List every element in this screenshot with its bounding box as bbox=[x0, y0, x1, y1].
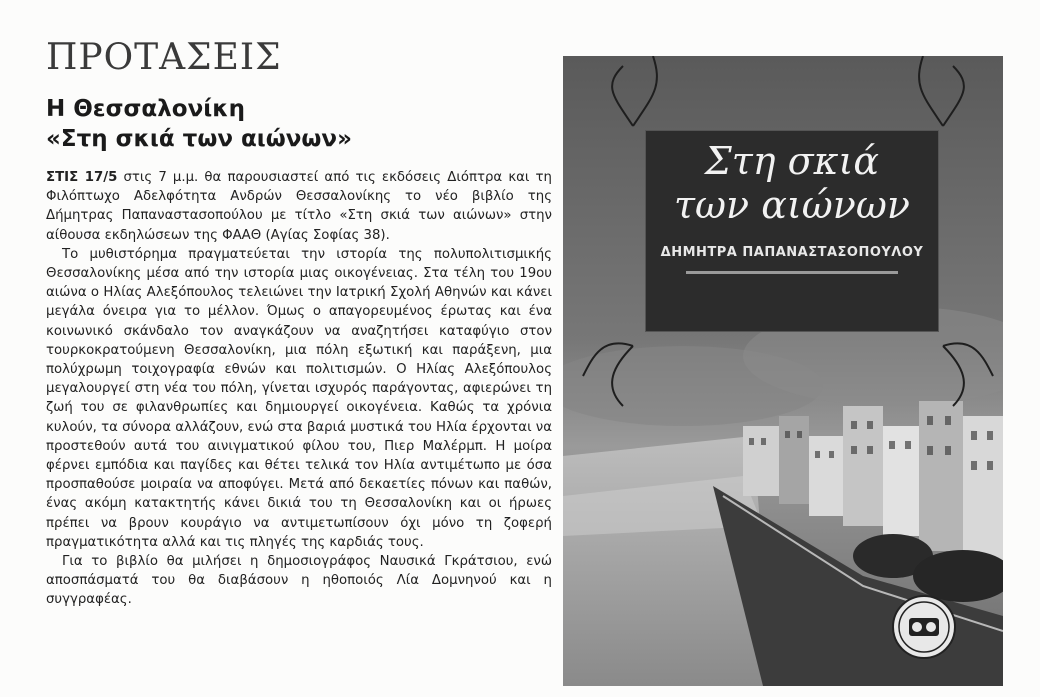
article-paragraph-1-text: στις 7 μ.μ. θα παρουσιαστεί από τις εκδόσεις Διόπτρα και τη Φιλόπτωχο Αδελφότητα Ανδρών Θεσσαλονίκης το νέο βιβλίο της Δήμητρας Παπαναστασοπούλου με τίτλο «Στη σκιά των αιώνων» στην αίθουσα εκδηλώσεων της ΦΑΑΘ (Αγίας Σοφίας 38). bbox=[46, 170, 552, 243]
book-cover-image bbox=[563, 56, 1003, 686]
cover-author: ΔΗΜΗΤΡΑ ΠΑΠΑΝΑΣΤΑΣΟΠΟΥΛΟΥ bbox=[660, 245, 924, 260]
article-paragraph-3: Για το βιβλίο θα μιλήσει η δημοσιογράφος Ναυσικά Γκράτσιου, ενώ αποσπάσματά του θα διαβάσουν η ηθοποιός Λία Δομνηνού και η συγγραφέας. bbox=[46, 554, 552, 608]
article-lead: ΣΤΙΣ 17/5 bbox=[46, 170, 118, 185]
cover-title-panel bbox=[645, 130, 939, 332]
article-headline bbox=[46, 94, 352, 154]
publisher-logo-icon bbox=[891, 594, 957, 660]
cover-title-line-2: των αιώνων bbox=[674, 183, 910, 227]
cover-subline bbox=[686, 271, 898, 274]
article-paragraph-1 bbox=[46, 168, 552, 245]
headline-line-2: «Στη σκιά των αιώνων» bbox=[46, 126, 352, 152]
cover-title bbox=[646, 139, 938, 227]
article-paragraph-2: Το μυθιστόρημα πραγματεύεται την ιστορία της πολυπολιτισμικής Θεσσαλονίκης μέσα από την ιστορία μιας οικογένειας. Στα τέλη του 19ου αιώνα ο Ηλίας Αλεξόπουλος τελειώνει την Ιατρική Σχολή Αθηνών και κάνει μεγάλα όνειρα για το μέλλον. Όμως ο απαγορευμένος έρωτας και ένα κοινωνικό σκάνδαλο τον αναγκάζουν να αναζητήσει καταφύγιο στον τουρκοκρατούμενη Θεσσαλονίκη, μια πόλη εξωτική και παράξενη, μια πολύχρωμη τοιχογραφία εθνών και πολιτισμών. Ο Ηλίας Αλεξόπουλος μεγαλουργεί στη νέα του πόλη, γίνεται ισχυρός παράγοντας, αφιερώνει τη ζωή του σε φιλανθρωπίες και δημιουργεί οικογένεια. Καθώς τα χρόνια κυλούν, τα σύνορα αλλάζουν, ενώ στα βαριά μυστικά του Ηλία έρχονται να προστεθούν αυτά του αινιγματικού φίλου του, Πιερ Μαλέρμπ. Η μοίρα φέρνει εμπόδια και παγίδες και θέτει τελικά τον Ηλία αντιμέτωπο με όσα προσπαθούσε μοιραία να αποφύγει. Μετά από δεκαετίες πόνων και παθών, ένας ακόμη κατακτητής κάνει δικιά του τη Θεσσαλονίκη και οι ήρωες πρέπει να βρουν κουράγιο να αντιμετωπίσουν όχι μόνο τη ζοφερή πραγματικότητα αλλά και τις πληγές της καρδιάς τους. bbox=[46, 246, 552, 550]
article-body bbox=[46, 168, 552, 610]
headline-line-1: Η Θεσσαλονίκη bbox=[46, 96, 245, 122]
cover-title-line-1: Στη σκιά bbox=[704, 139, 880, 183]
section-label: ΠΡΟΤΑΣΕΙΣ bbox=[46, 37, 282, 78]
